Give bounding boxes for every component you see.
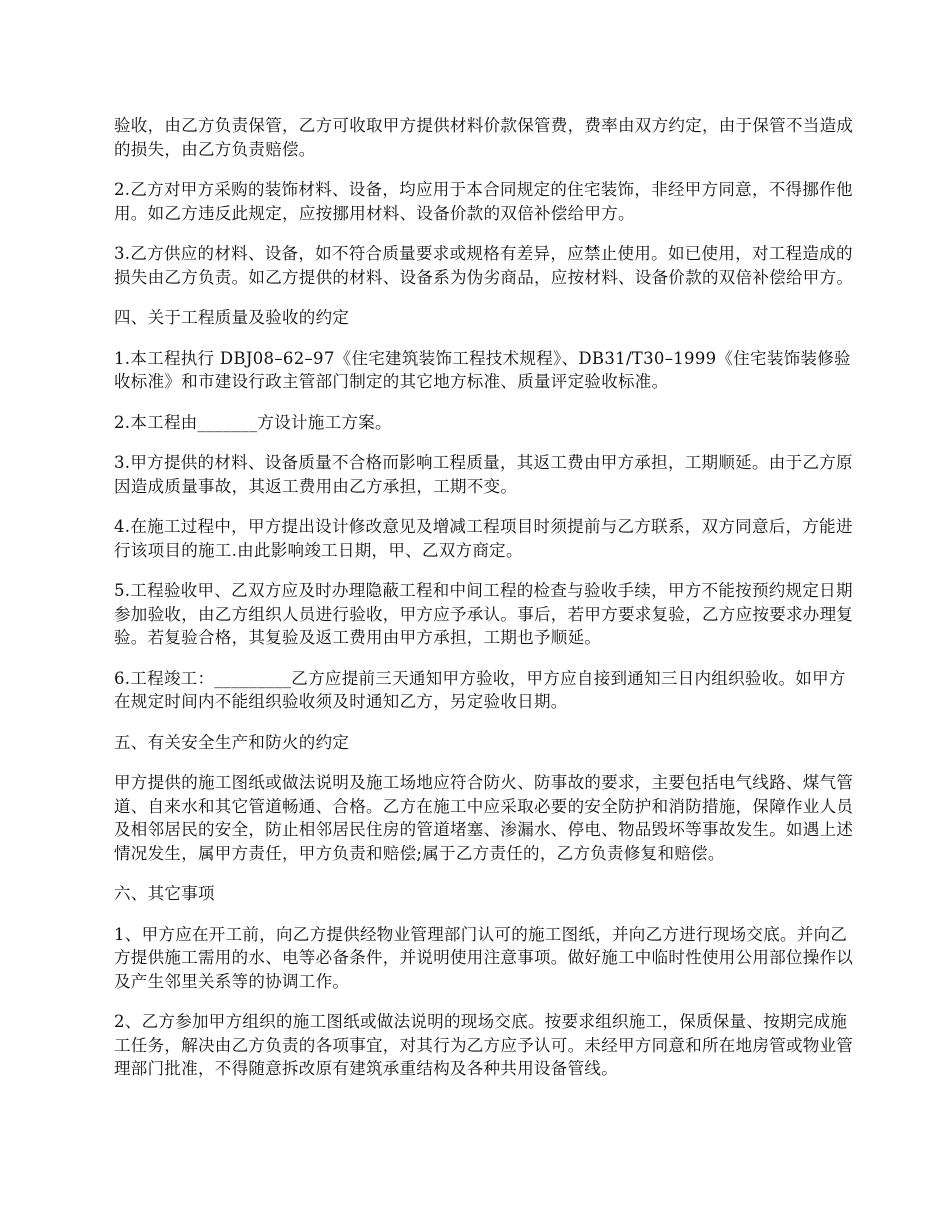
paragraph-clause-3: 3.乙方供应的材料、设备，如不符合质量要求或规格有差异，应禁止使用。如已使用，对工程造成的损失由乙方负责。如乙方提供的材料、设备系为伪劣商品，应按材料、设备价款的双倍补偿给甲方。 <box>114 244 854 287</box>
paragraph-clause-2: 2.乙方对甲方采购的装饰材料、设备，均应用于本合同规定的住宅装饰，非经甲方同意，不得挪作他用。如乙方违反此规定，应按挪用材料、设备价款的双倍补偿给甲方。 <box>114 180 853 223</box>
paragraph-storage-liability: 验收，由乙方负责保管，乙方可收取甲方提供材料价款保管费，费率由双方约定，由于保管不当造成的损失，由乙方负责赔偿。 <box>114 116 854 159</box>
section-heading-other: 六、其它事项 <box>114 884 215 903</box>
paragraph-quality-4: 4.在施工过程中，甲方提出设计修改意见及增减工程项目时须提前与乙方联系，双方同意后，方能进行该项目的施工.由此影响竣工日期，甲、乙双方商定。 <box>114 517 853 560</box>
paragraph-other-1: 1、甲方应在开工前，向乙方提供经物业管理部门认可的施工图纸，并向乙方进行现场交底。并向乙方提供施工需用的水、电等必备条件，并说明使用注意事项。做好施工中临时性使用公用部位操作以及产生邻里关系等的协调工作。 <box>114 924 854 991</box>
paragraph-quality-1: 1.本工程执行 DBJ08–62–97《住宅建筑装饰工程技术规程》、DB31/T30–1999《住宅装饰装修验收标准》和市建设行政主管部门制定的其它地方标准、质量评定验收标准。 <box>114 348 851 391</box>
paragraph-safety: 甲方提供的施工图纸或做法说明及施工场地应符合防火、防事故的要求，主要包括电气线路、煤气管道、自来水和其它管道畅通、合格。乙方在施工中应采取必要的安全防护和消防措施，保障作业人员及相邻居民的安全，防止相邻居民住房的管道堵塞、渗漏水、停电、物品毁坏等事故发生。如遇上述情况发生，属甲方责任，甲方负责和赔偿;属于乙方责任的，乙方负责修复和赔偿。 <box>114 773 854 863</box>
section-heading-safety: 五、有关安全生产和防火的约定 <box>114 732 350 752</box>
document-body <box>114 114 854 1098</box>
paragraph-quality-6: 6.工程竣工：_________乙方应提前三天通知甲方验收，甲方应自接到通知三日内组织验收。如甲方在规定时间内不能组织验收须及时通知乙方，另定验收日期。 <box>114 668 846 711</box>
section-heading-quality: 四、关于工程质量及验收的约定 <box>114 308 350 327</box>
paragraph-quality-2: 2.本工程由_______方设计施工方案。 <box>114 412 392 432</box>
paragraph-quality-3: 3.甲方提供的材料、设备质量不合格而影响工程质量，其返工费由甲方承担，工期顺延。由于乙方原因造成质量事故，其返工费用由乙方承担，工期不变。 <box>114 453 853 496</box>
paragraph-quality-5: 5.工程验收甲、乙双方应及时办理隐蔽工程和中间工程的检查与验收手续，甲方不能按预约规定日期参加验收，由乙方组织人员进行验收，甲方应予承认。事后，若甲方要求复验，乙方应按要求办理复验。若复验合格，其复验及返工费用由甲方承担，工期也予顺延。 <box>114 581 854 647</box>
paragraph-other-2: 2、乙方参加甲方组织的施工图纸或做法说明的现场交底。按要求组织施工，保质保量、按期完成施工任务，解决由乙方负责的各项事宜，对其行为乙方应予认可。未经甲方同意和所在地房管或物业管理部门批准，不得随意拆改原有建筑承重结构及各种共用设备管线。 <box>114 1012 854 1078</box>
